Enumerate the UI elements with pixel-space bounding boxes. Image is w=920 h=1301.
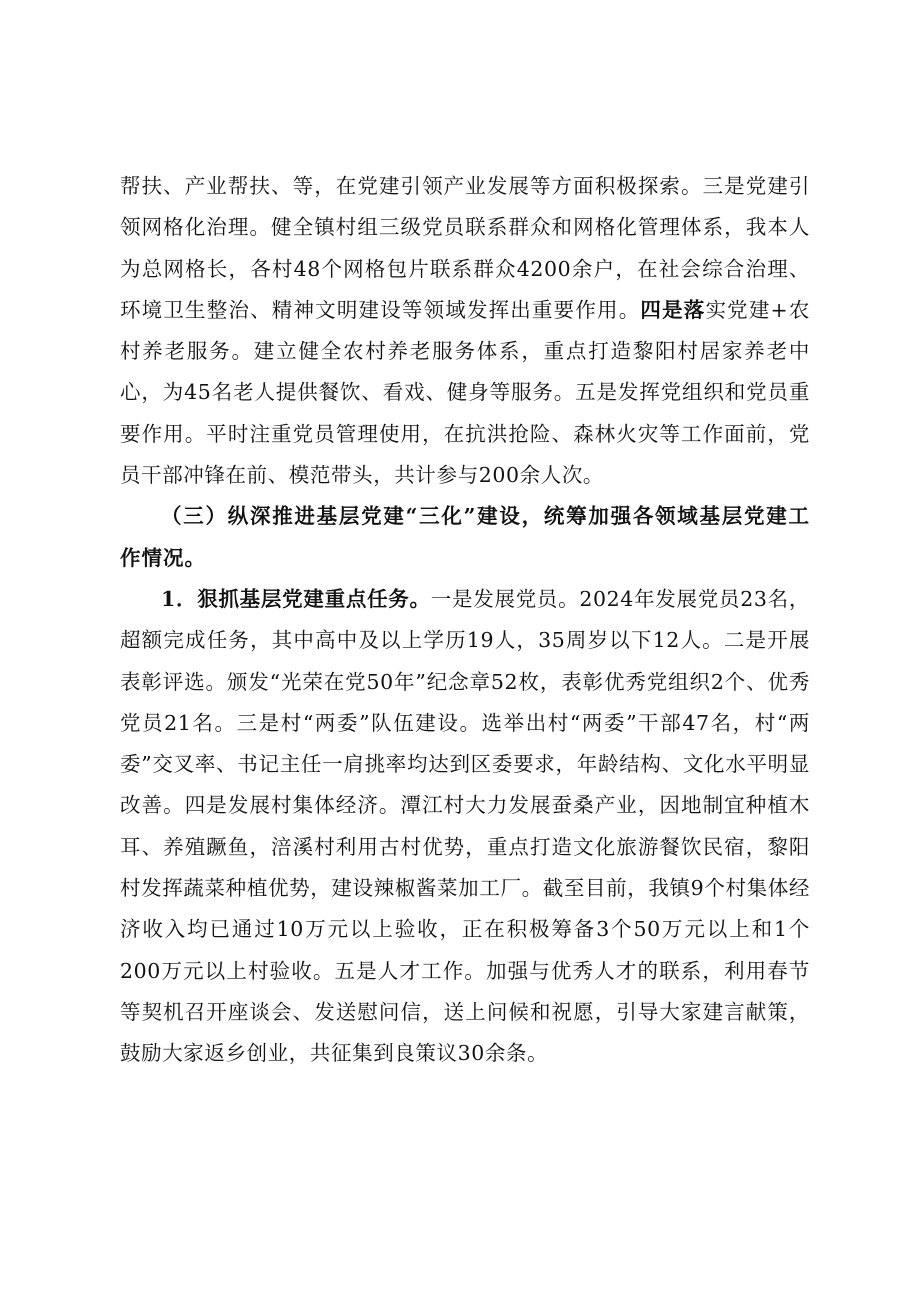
subheading-key-tasks: 1．狠抓基层党建重点任务。 [161, 586, 431, 611]
paragraph-key-tasks [120, 579, 810, 1075]
paragraph-text: 一是发展党员。2024年发展党员23名，超额完成任务，其中高中及以上学历19人，35周岁以下12人。二是开展表彰评选。颁发“光荣在党50年”纪念章52枚，表彰优秀党组织2个、优秀党员21名。三是村“两委”队伍建设。选举出村“两委”干部47名，村“两委”交叉率、书记主任一肩挑率均达到区委要求，年龄结构、文化水平明显改善。四是发展村集体经济。潭江村大力发展蚕桑产业，因地制宜种植木耳、养殖蹶鱼，涪溪村利用古村优势，重点打造文化旅游餐饮民宿，黎阳村发挥蔬菜种植优势，建设辣椒酱菜加工厂。截至目前，我镇9个村集体经济收入均已通过10万元以上验收，正在积极筹备3个50万元以上和1个200万元以上村验收。五是人才工作。加强与优秀人才的联系，利用春节等契机召开座谈会、发送慰问信，送上问候和祝愿，引导大家建言献策，鼓励大家返乡创业，共征集到良策议30余条。 [120, 586, 810, 1066]
paragraph-bold-phrase: 四是落 [640, 297, 706, 322]
section-heading-3: （三）纵深推进基层党建“三化”建设，统筹加强各领域基层党建工作情况。 [120, 504, 810, 570]
paragraph-text: 实党建+农村养老服务。建立健全农村养老服务体系，重点打造黎阳村居家养老中心，为45名老人提供餐饮、看戏、健身等服务。五是发挥党组织和党员重要作用。平时注重党员管理使用，在抗洪抢险、森林火灾等工作面前，党员干部冲锋在前、模范带头，共计参与200余人次。 [120, 297, 810, 488]
document-body [120, 166, 810, 1075]
paragraph-text: 帮扶、产业帮扶、等，在党建引领产业发展等方面积极探索。三是党建引领网格化治理。健全镇村组三级党员联系群众和网格化管理体系，我本人为总网格长，各村48个网格包片联系群众4200余户，在社会综合治理、环境卫生整治、精神文明建设等领域发挥出重要作用。 [120, 174, 810, 322]
paragraph-party-building-practices [120, 166, 810, 496]
